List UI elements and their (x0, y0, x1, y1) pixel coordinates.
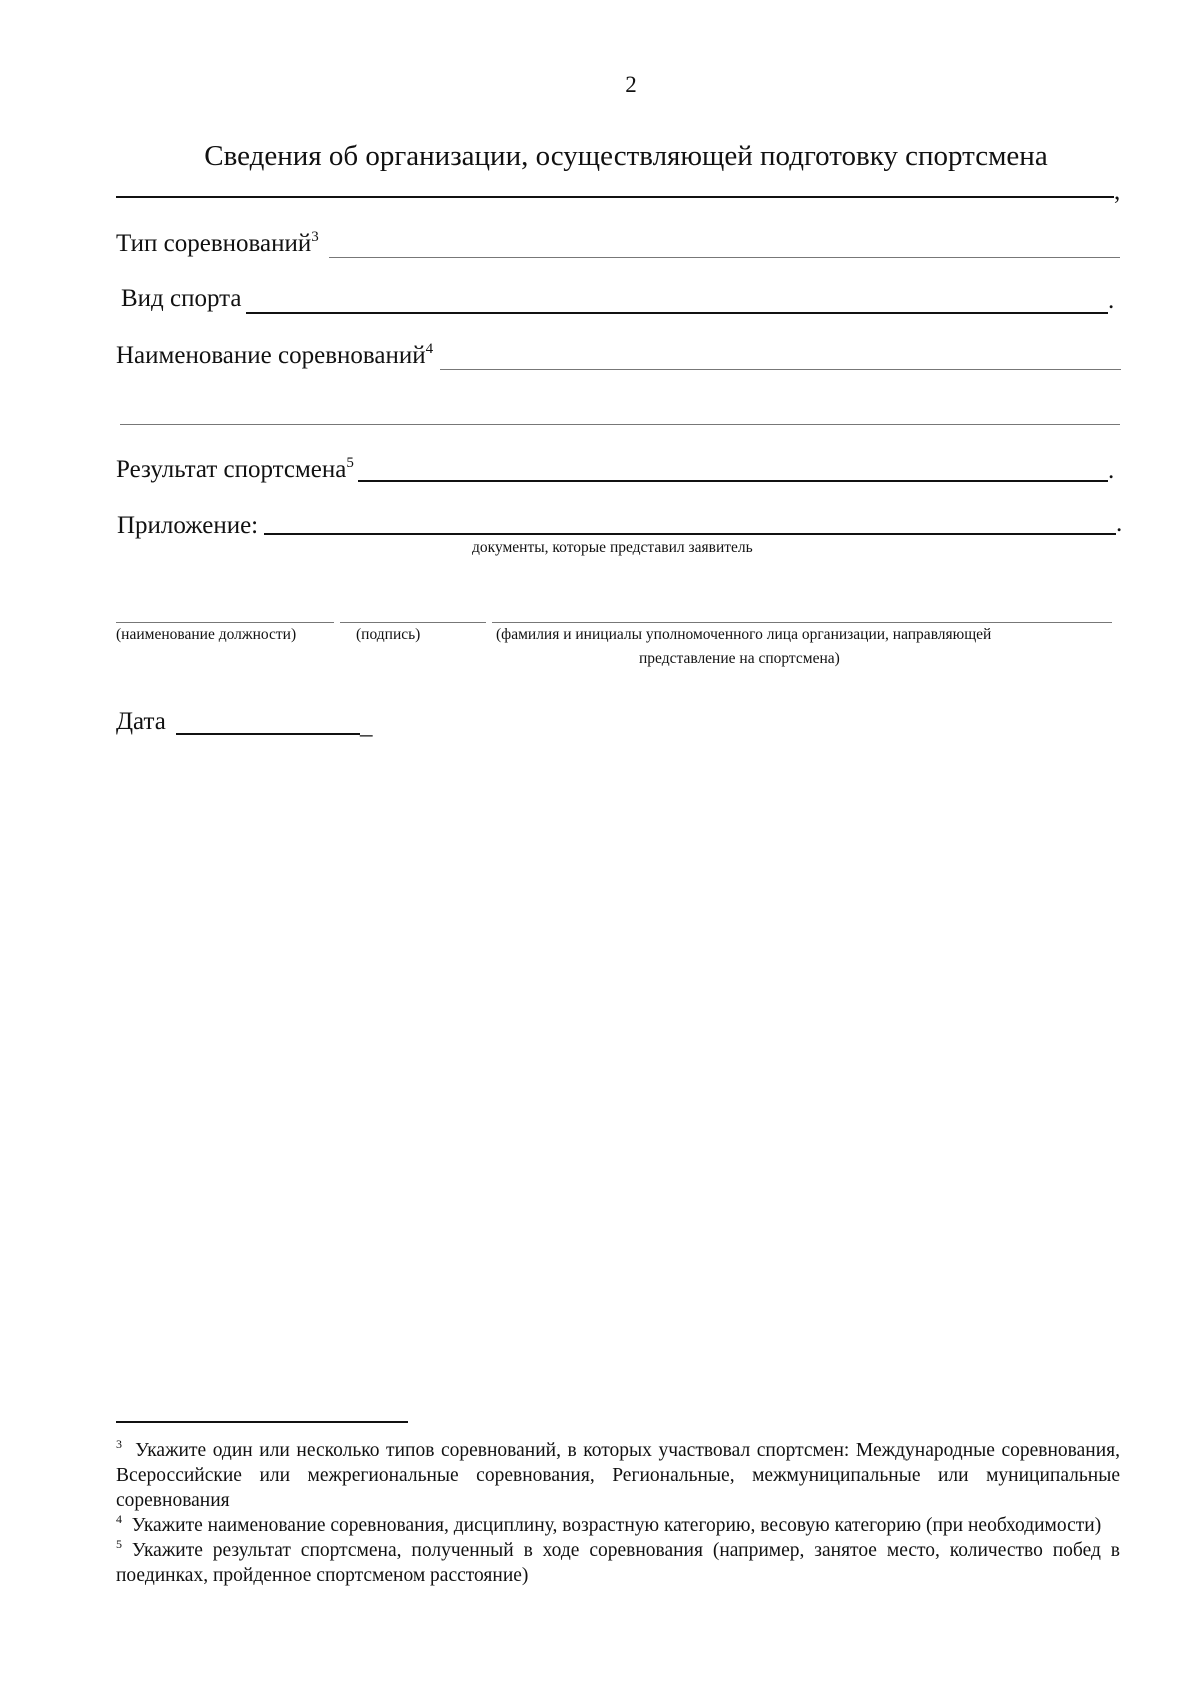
competition-type-field[interactable] (329, 257, 1120, 258)
attachment-caption: документы, которые представил заявитель (472, 539, 753, 556)
footnote-text: Укажите результат спортсмена, полученный в ходе соревнования (например, занятое место, количество побед в поединках, пройденное спортсменом расстояние) (116, 1540, 1120, 1586)
footnotes (116, 1438, 1120, 1588)
footnote-mark: 5 (116, 1537, 122, 1551)
full-name-caption-line1: (фамилия и инициалы уполномоченного лица организации, направляющей (496, 626, 992, 643)
signature-caption: (подпись) (356, 626, 421, 643)
competition-type-label: Тип соревнований$^3$ (116, 229, 319, 257)
date-field[interactable] (176, 733, 360, 735)
athlete-result-field[interactable] (358, 480, 1108, 482)
position-field[interactable] (116, 622, 334, 623)
footnote-mark: 3 (116, 1437, 122, 1451)
organization-field-comma: , (1114, 178, 1121, 205)
competition-name-field-line2[interactable] (120, 424, 1120, 425)
page-title: Сведения об организации, осуществляющей подготовку спортсмена (204, 140, 1048, 172)
date-field-tail: _ (360, 712, 373, 739)
footnote-3 (116, 1438, 1120, 1513)
footnote-5 (116, 1538, 1120, 1588)
sport-field-period: . (1108, 287, 1115, 314)
full-name-field[interactable] (492, 622, 1112, 623)
sport-label: Вид спорта (121, 285, 242, 312)
footnote-ref-3: 3 (311, 229, 319, 245)
full-name-caption-line2: представление на спортсмена) (639, 650, 840, 667)
athlete-result-field-period: . (1108, 457, 1115, 484)
attachment-field[interactable] (264, 533, 1116, 535)
position-caption: (наименование должности) (116, 626, 297, 643)
organization-field[interactable] (116, 196, 1114, 198)
footnote-text: Укажите один или несколько типов соревнований, в которых участвовал спортсмен: Международные соревнования, Всероссийские или межрегиональные соревнования, Региональные, межмуниципальные или муниципальные соревнования (116, 1440, 1121, 1511)
footnote-separator (116, 1421, 408, 1423)
signature-field[interactable] (340, 622, 486, 623)
attachment-field-period: . (1116, 510, 1123, 537)
date-label: Дата (116, 708, 166, 735)
competition-name-field[interactable] (440, 369, 1121, 370)
athlete-result-label: Результат спортсмена$^5$ (116, 455, 354, 483)
competition-name-label: Наименование соревнований$^4$ (116, 341, 434, 369)
footnote-mark: 4 (116, 1512, 122, 1526)
attachment-label: Приложение: (117, 512, 259, 539)
footnote-ref-4: 4 (425, 341, 434, 357)
sport-field[interactable] (246, 312, 1108, 314)
footnote-4 (116, 1513, 1120, 1538)
footnote-ref-5: 5 (346, 455, 354, 471)
footnote-text: Укажите наименование соревнования, дисциплину, возрастную категорию, весовую категорию (при необходимости) (131, 1515, 1102, 1536)
page-number: 2 (625, 72, 637, 97)
